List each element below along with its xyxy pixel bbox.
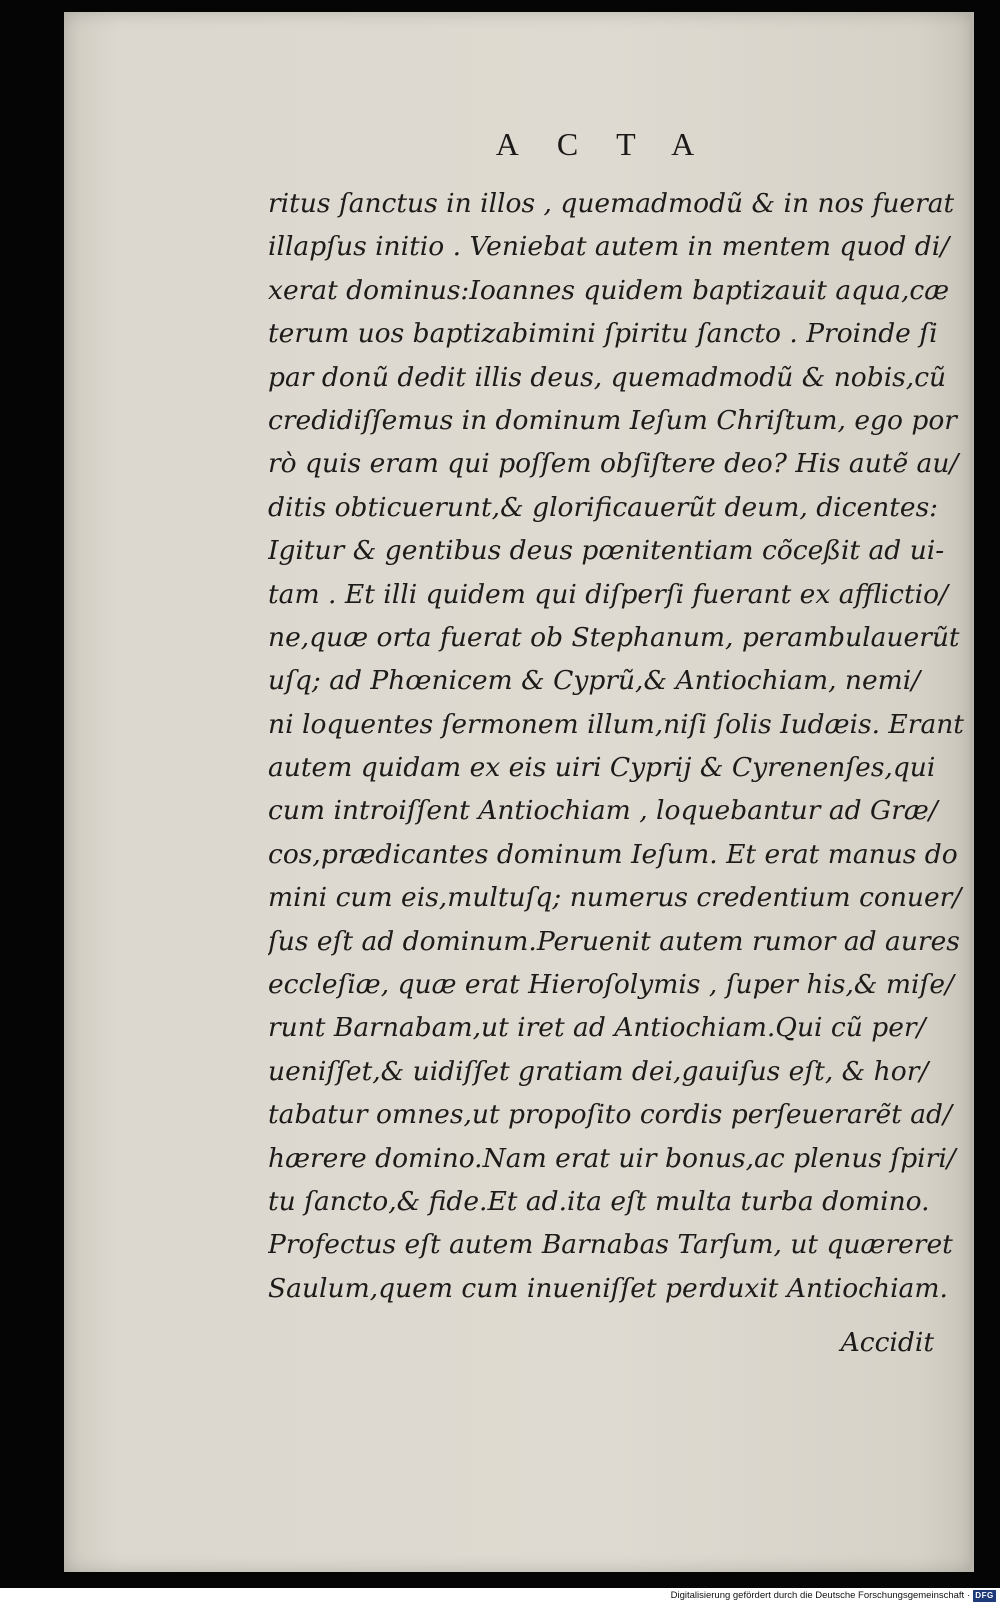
book-page [64, 12, 974, 1572]
body-text [268, 182, 998, 1310]
text-line: ditis obticuerunt,& glorificauerũt deum, dicentes: [268, 491, 939, 523]
text-line: Saulum,quem cum inueniſſet perduxit Antiochiam. [268, 1272, 948, 1304]
text-line: Igitur & gentibus deus pœnitentiam cõceßit ad ui- [268, 535, 945, 567]
text-line: Profectus eſt autem Barnabas Tarſum, ut quæreret [268, 1229, 953, 1261]
text-line: uſq; ad Phœnicem & Cyprũ,& Antiochiam, nemi/ [268, 665, 921, 697]
text-line: hærere domino.Nam erat uir bonus,ac plenus ſpiri/ [268, 1142, 956, 1174]
text-line: tam . Et illi quidem qui diſperſi fuerant ex afflictio/ [268, 578, 948, 610]
text-line: ni loquentes ſermonem illum,niſi ſolis Iudæis. Erant [268, 708, 964, 740]
running-head: ACTA [495, 126, 733, 162]
text-line: par donũ dedit illis deus, quemadmodũ & nobis,cũ [268, 361, 947, 393]
text-line: rò quis eram qui poſſem obſiſtere deo? His autẽ au/ [268, 448, 959, 480]
text-line: eccleſiæ, quæ erat Hieroſolymis , ſuper his,& miſe/ [268, 969, 954, 1001]
text-line: mini cum eis,multuſq; numerus credentium conuer/ [268, 882, 962, 914]
text-line: terum uos baptizabimini ſpiritu ſancto . Proinde ſi [268, 318, 938, 350]
text-line: cum introiſſent Antiochiam , loquebantur ad Græ/ [268, 795, 938, 827]
text-line: tabatur omnes,ut propoſito cordis perſeuerarẽt ad/ [268, 1099, 952, 1131]
catchword: Accidit [840, 1327, 934, 1358]
dfg-logo: DFG [973, 1590, 996, 1602]
text-line: runt Barnabam,ut iret ad Antiochiam.Qui cũ per/ [268, 1012, 926, 1044]
text-line: ueniſſet,& uidiſſet gratiam dei,gauiſus eſt, & hor/ [268, 1055, 929, 1087]
text-line: tu ſancto,& fide.Et ad.ita eſt multa turba domino. [268, 1185, 930, 1217]
text-line: cos,prædicantes dominum Ieſum. Et erat manus do [268, 838, 958, 870]
text-line: ſus eſt ad dominum.Peruenit autem rumor ad aures [268, 925, 960, 957]
text-line: illapſus initio . Veniebat autem in mentem quod di/ [268, 231, 950, 263]
text-line: xerat dominus:Ioannes quidem baptizauit aqua,cæ [268, 274, 950, 306]
funding-credit: Digitalisierung gefördert durch die Deutsche Forschungsgemeinschaft · [670, 1590, 970, 1601]
text-line: autem quidam ex eis uiri Cyprij & Cyrenenſes,qui [268, 752, 936, 784]
text-line: credidiſſemus in dominum Ieſum Chriſtum, ego por [268, 404, 957, 436]
text-line: ritus ſanctus in illos , quemadmodũ & in nos fuerat [268, 188, 955, 219]
digitization-footer [0, 1588, 1000, 1604]
text-line: ne,quæ orta fuerat ob Stephanum, perambulauerũt [268, 621, 960, 653]
